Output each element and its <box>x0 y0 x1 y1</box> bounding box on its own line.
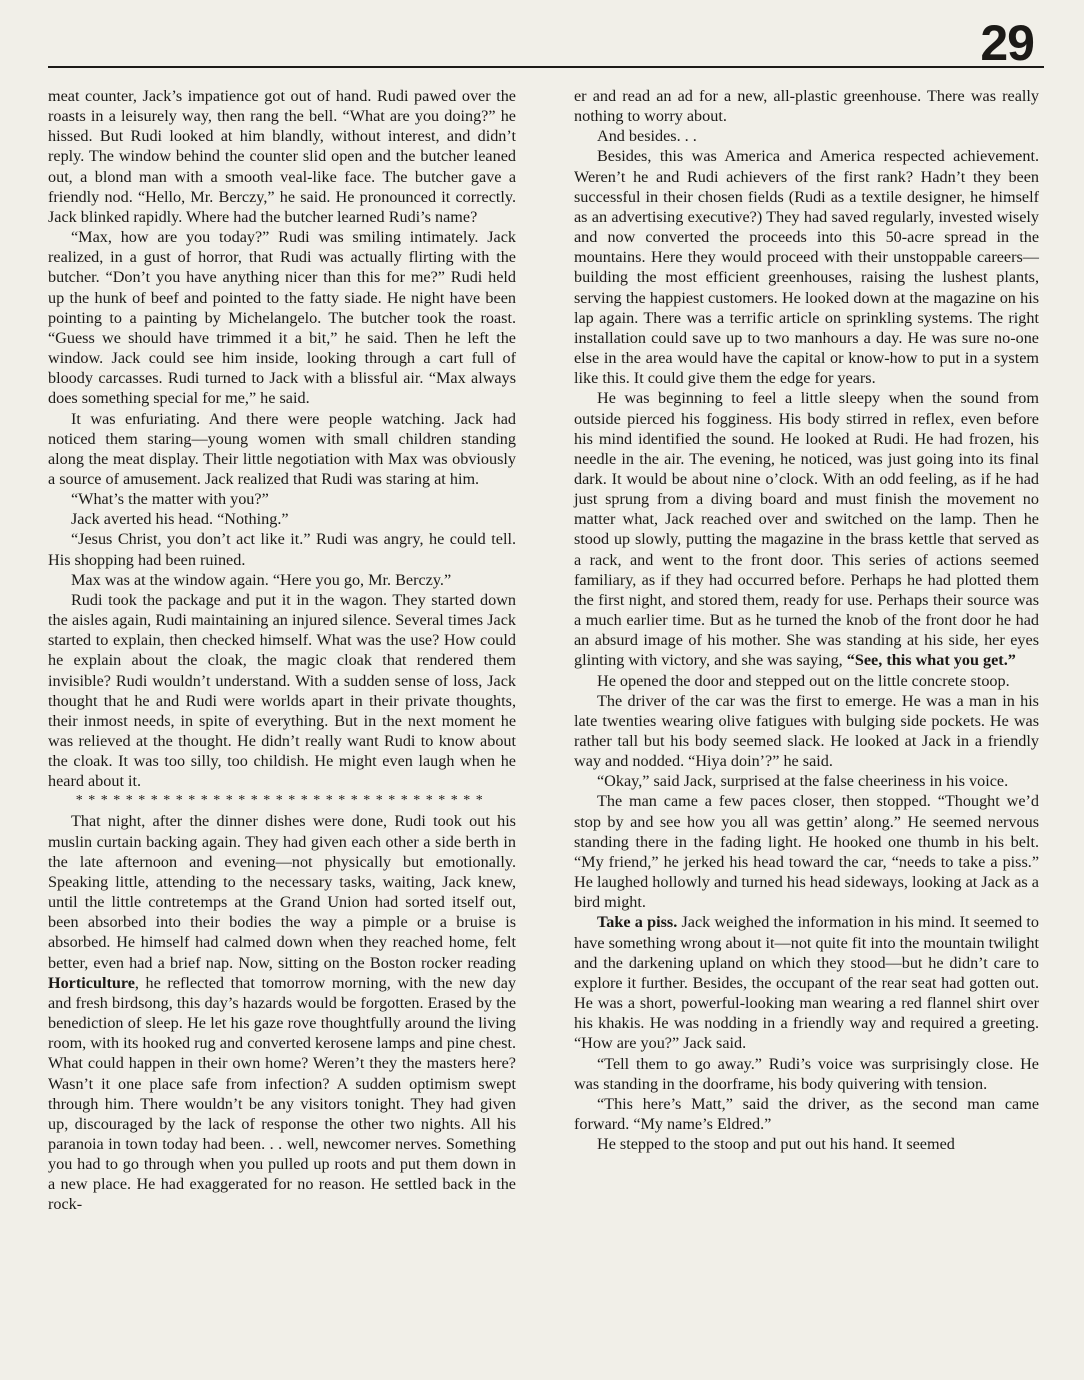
paragraph: Jack averted his head. “Nothing.” <box>71 510 289 529</box>
paragraph: “Okay,” said Jack, surprised at the false cheeriness in his voice. <box>597 772 1009 791</box>
paragraph: “This here’s Matt,” said the driver, as the second man came forward. “My name’s Eldred.” <box>574 1094 1039 1133</box>
section-separator: ********************************* <box>75 793 489 809</box>
page-number: 29 <box>980 15 1034 71</box>
header-rule <box>48 66 1044 68</box>
magazine-title: Horticulture <box>48 973 135 992</box>
paragraph: meat counter, Jack’s impatience got out of hand. Rudi pawed over the roasts in a leisurely way, then rang the bell. “What are you doing?” he hissed. But Rudi looked at him blandly, without interest, and didn’t reply. The window behind the counter slid open and the butcher leaned out, a blond man with a smooth veal-like face. The butcher gave a friendly nod. “Hello, Mr. Berczy,” he said. He pronounced it correctly. Jack blinked rapidly. Where had the butcher learned Rudi’s name? <box>48 87 516 226</box>
paragraph-text: , he reflected that tomorrow morning, with the new day and fresh birdsong, this day’s hazards would be forgotten. Erased by the benediction of sleep. He let his gaze rove thoughtfully around the living room, with its hooked rug and converted kerosene lamps and pine chest. What could happen in their own home? Weren’t they the masters here? Wasn’t it one place safe from infection? A sudden optimism swept through him. There wouldn’t be any visitors tonight. They had given up, discouraged by the lack of response the other two nights. All his paranoia in town today had been. . . well, newcomer nerves. Something you had to go through when you pulled up roots and put them down in a new place. He had exaggerated for no reason. He settled back in the rock- <box>48 973 516 1214</box>
left-column <box>48 86 516 1215</box>
paragraph: “Jesus Christ, you don’t act like it.” Rudi was angry, he could tell. His shopping had been ruined. <box>48 530 516 569</box>
right-column <box>574 86 1039 1154</box>
paragraph: It was enfuriating. And there were people watching. Jack had noticed them staring—young women with small children standing along the meat display. Their little negotiation with Max was obviously a source of amusement. Jack realized that Rudi was staring at him. <box>48 409 516 488</box>
paragraph: Max was at the window again. “Here you go, Mr. Berczy.” <box>71 570 452 589</box>
paragraph: Besides, this was America and America respected achievement. Weren’t he and Rudi achievers of the first rank? Hadn’t they been successful in their chosen fields (Rudi as a textile designer, he himself as an advertising executive?) They had saved regularly, invested wisely and now converted the proceeds into this 50-acre spread in the mountains. Here they would proceed with their unstoppable careers—building the most efficient greenhouses, raising the lushest plants, serving the happiest customers. He looked down at the magazine on his lap again. There was a terrific article on sprinkling systems. The right installation could save up to two manhours a day. He was sure no-one else in the area would have the capital or know-how to put in a system like this. It could give them the edge for years. <box>574 147 1039 388</box>
paragraph <box>48 811 516 1214</box>
paragraph: er and read an ad for a new, all-plastic greenhouse. There was really nothing to worry about. <box>574 87 1039 126</box>
paragraph-text: Jack weighed the information in his mind. It seemed to have something wrong about it—not quite fit into the mountain twilight and the darkening upland on which they stood—but he didn’t care to explore it further. Besides, the occupant of the rear seat had gotten out. He was a short, powerful-looking man wearing a red flannel shirt over his khakis. He was nodding in a friendly way and required a greeting. “How are you?” Jack said. <box>574 913 1039 1053</box>
paragraph: The driver of the car was the first to emerge. He was a man in his late twenties wearing olive fatigues with bulging side pockets. He was rather tall but his body seemed slack. He looked at Jack in a friendly way and nodded. “Hiya doin’?” he said. <box>574 691 1039 771</box>
paragraph: The man came a few paces closer, then stopped. “Thought we’d stop by and see how you all was gettin’ along.” He seemed nervous standing there in the fading light. He hooked one thumb in his belt. “My friend,” he jerked his head toward the car, “needs to take a piss.” He laughed hollowly and turned his head sideways, looking at Jack as a bird might. <box>574 792 1039 912</box>
paragraph: “Tell them to go away.” Rudi’s voice was surprisingly close. He was standing in the doorframe, his body quivering with tension. <box>574 1054 1039 1093</box>
paragraph: And besides. . . <box>597 127 697 146</box>
paragraph: “What’s the matter with you?” <box>71 490 269 509</box>
emphasized-phrase: Take a piss. <box>597 913 678 932</box>
emphasized-quote: “See, this what you get.” <box>846 651 1016 670</box>
paragraph-text: That night, after the dinner dishes were done, Rudi took out his muslin curtain backing again. They had given each other a side berth in the late afternoon and evening—not physically but emotionally. Speaking little, attending to the necessary tasks, waiting, Jack knew, until the little contretemps at the Grand Union had sorted itself out, been absorbed into their bodies the way a pimple or a bruise is absorbed. He himself had calmed down when they reached home, felt better, even had a brief nap. Now, sitting on the Boston rocker reading <box>48 812 516 972</box>
paragraph: “Max, how are you today?” Rudi was smiling intimately. Jack realized, in a gust of horror, that Rudi was actually flirting with the butcher. “Don’t you have anything nicer than this for me?” Rudi held up the hunk of beef and pointed to the fatty siade. He night have been pointing to a painting by Michelangelo. The butcher took the roast. “Guess we should have trimmed it a bit,” he said. Then he left the window. Jack could see him inside, looking through a cart full of bloody carcasses. Rudi turned to Jack with a blissful air. “Max always does something special for me,” he said. <box>48 228 516 408</box>
paragraph-text: He was beginning to feel a little sleepy when the sound from outside pierced his fogginess. His body stirred in reflex, even before his mind identified the sound. He looked at Rudi. He had frozen, his needle in the air. The evening, he noticed, was just going into its final dark. It would be about nine o’clock. With an odd feeling, as if he had just sprung from a diving board and must finish the movement no matter what, Jack reached over and switched on the lamp. Then he stood up slowly, putting the magazine in the brass kettle that served as a rack, and went to the front door. This series of actions seemed familiary, as if they had occurred before. Perhaps he had plotted them the first night, and stored them, ready for use. Perhaps their source was a much earlier time. But as he turned the knob of the front door he had an absurd image of his mother. She was standing at his side, her eyes glinting with victory, and she was saying, <box>574 389 1039 670</box>
paragraph: He stepped to the stoop and put out his hand. It seemed <box>597 1135 955 1154</box>
paragraph <box>574 388 1039 670</box>
paragraph <box>574 912 1039 1053</box>
paragraph: Rudi took the package and put it in the wagon. They started down the aisles again, Rudi maintaining an injured silence. Several times Jack started to explain, then checked himself. What was the use? How could he explain about the cloak, the magic cloak that rendered them invisible? Rudi wouldn’t understand. With a sudden sense of loss, Jack thought that he and Rudi were worlds apart in their private thoughts, their inmost needs, in spite of everything. But in the next moment he was relieved at the thought. He didn’t really want Rudi to know about the cloak. It was too silly, too childish. He might even laugh when he heard about it. <box>48 590 516 791</box>
paragraph: He opened the door and stepped out on the little concrete stoop. <box>597 671 1010 690</box>
